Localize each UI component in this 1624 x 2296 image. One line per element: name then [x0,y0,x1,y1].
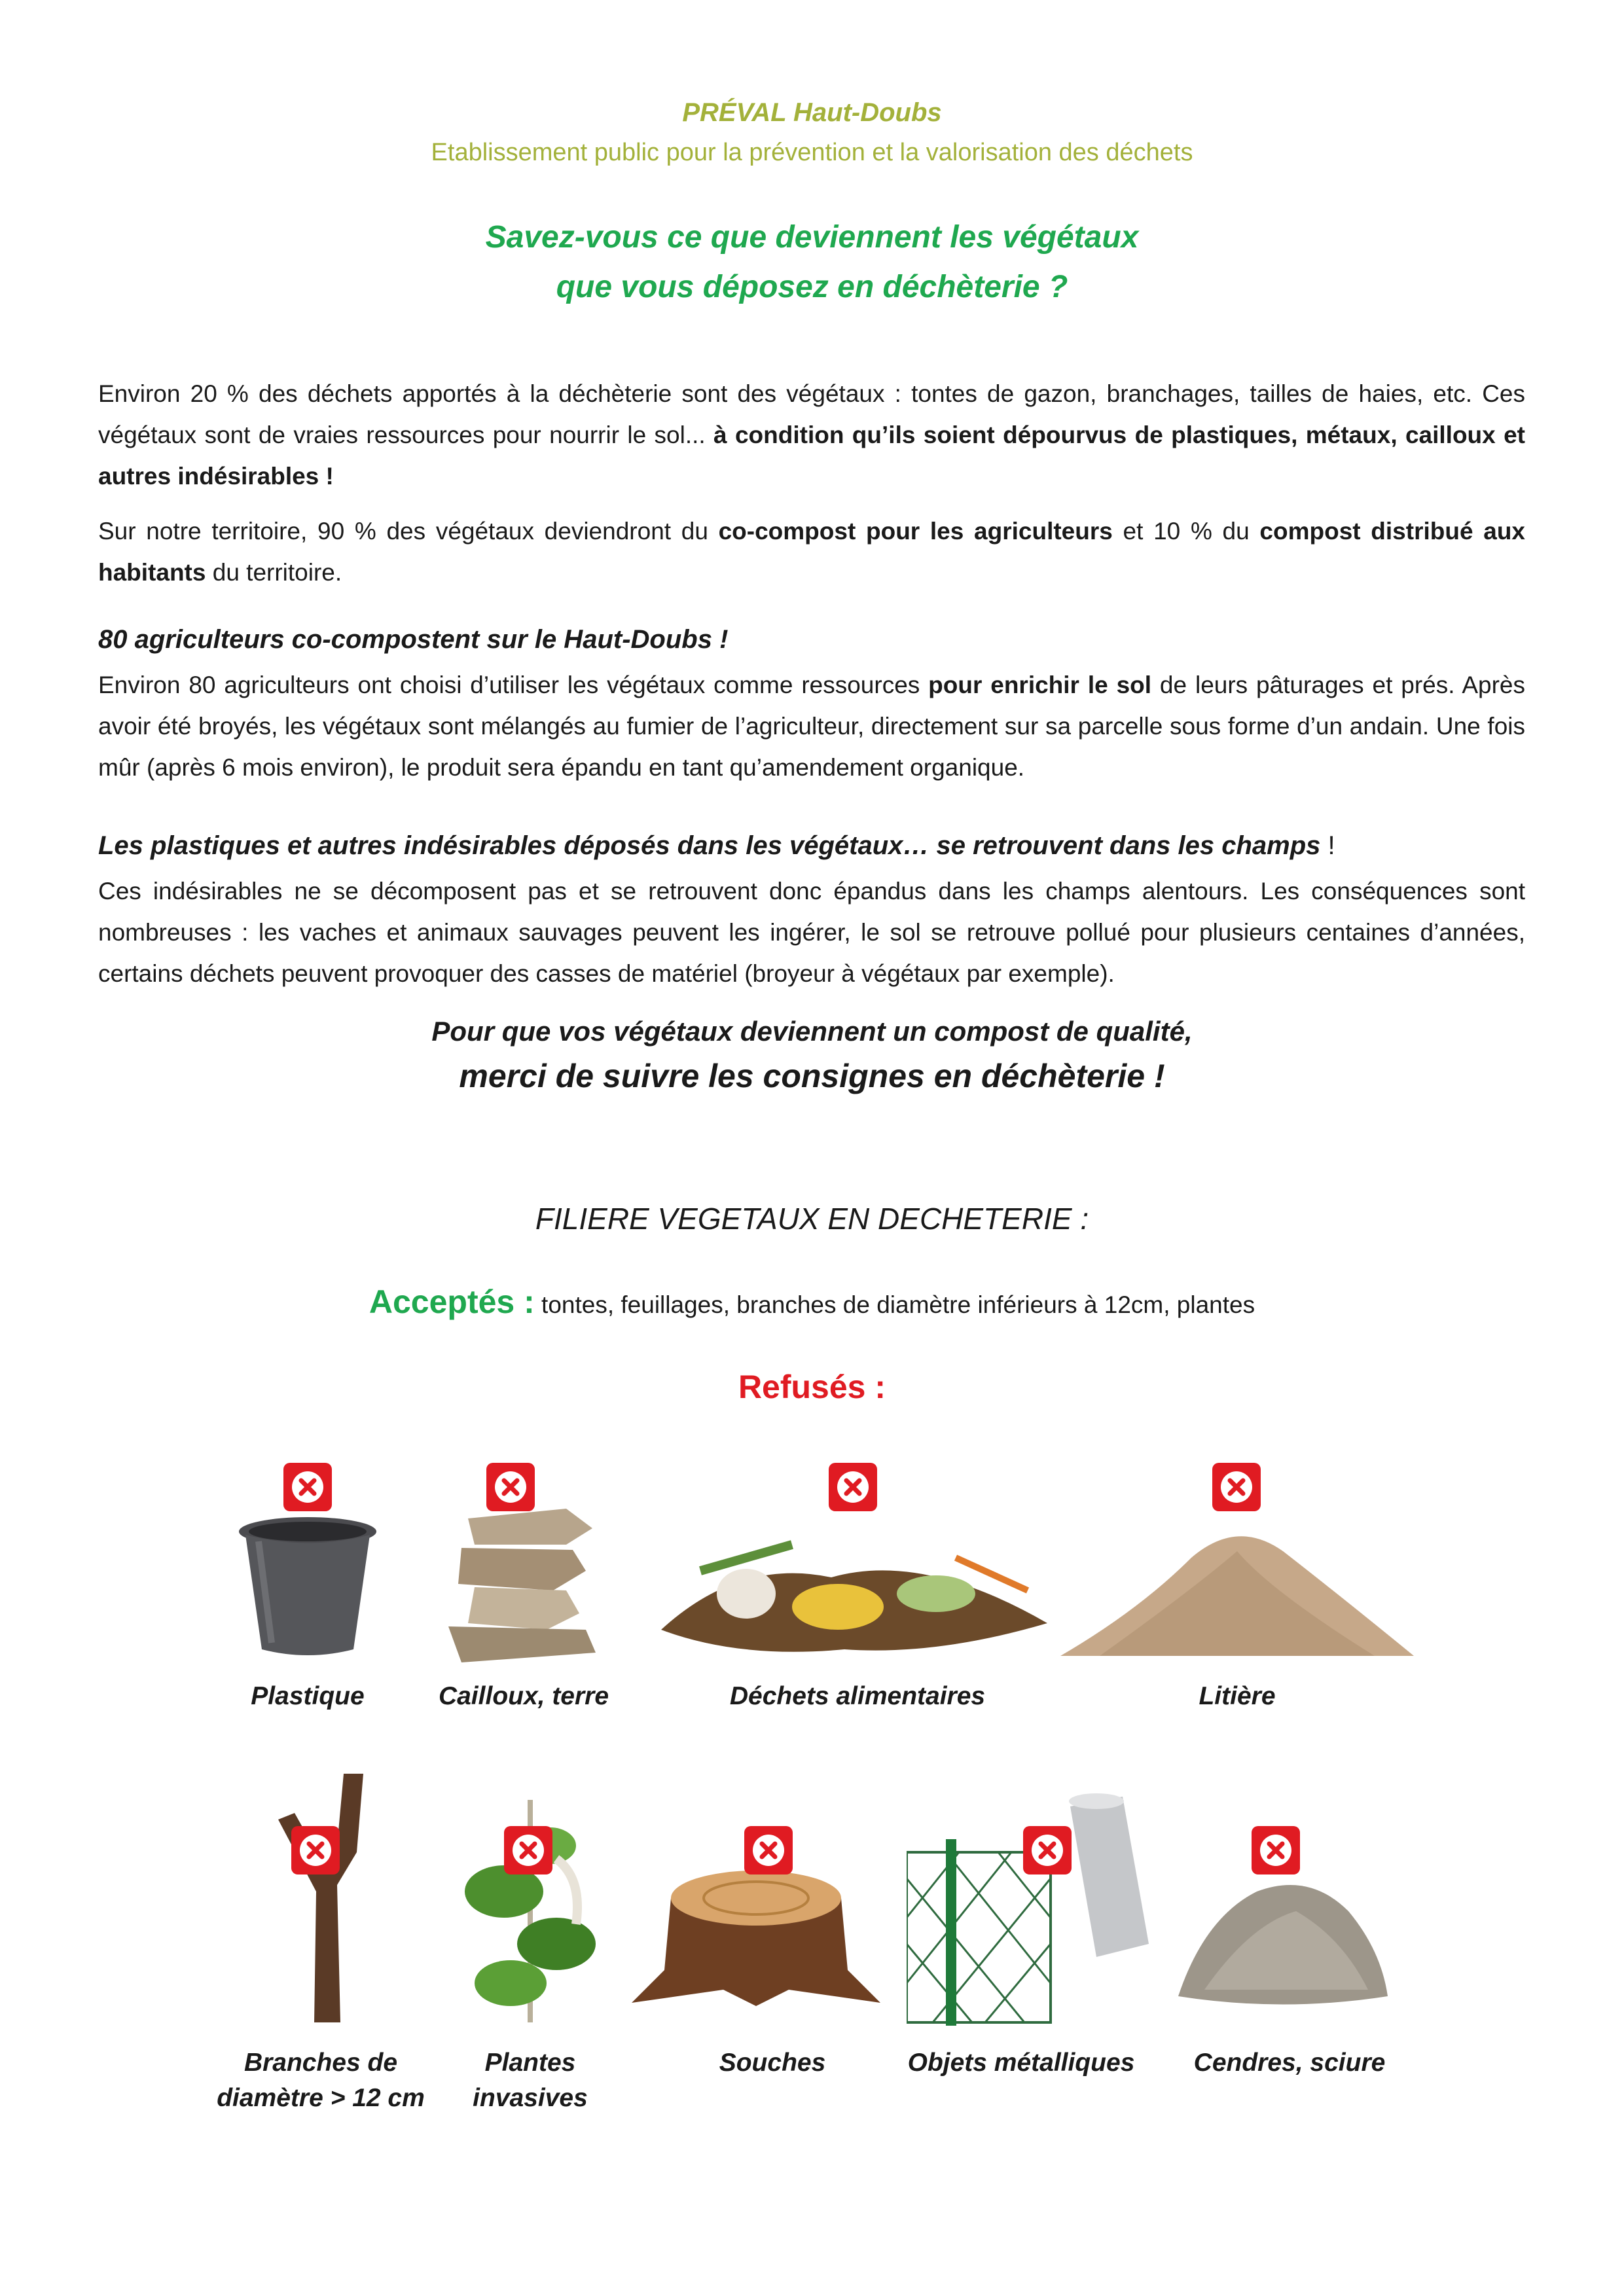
accepted-text: tontes, feuillages, branches de diamètre inférieurs à 12cm, plantes [534,1291,1255,1318]
accepted-line [0,1283,1624,1321]
intro-p1-text: Environ 20 % des déchets apportés à la déchèterie sont des végétaux : tontes de gazon, branchages, tailles de haies, etc. Ces végétaux sont de vraies ressources pour nourrir le sol... [98,380,1525,448]
caption-plastique: Plastique [251,1682,365,1710]
section1-text-b: de leurs pâturages et prés. Après avoir été broyés, les végétaux sont mélangés au fumier de l’agriculteur, directement sur sa parcelle sous forme d’un andain. Une fois mûr (après 6 mois environ), le produit sera épandu en tant qu’amendement organique. [98,672,1525,781]
branch-icon [265,1767,383,2029]
caption-cailloux: Cailloux, terre [438,1682,609,1710]
refused-x-icon [1212,1463,1261,1511]
refused-label: Refusés : [738,1369,886,1405]
intro-p1-bold: à condition qu’ils soient dépourvus de plastiques, métaux, cailloux et autres indésirables ! [98,422,1525,490]
section1-text-a: Environ 80 agriculteurs ont choisi d’utiliser les végétaux comme ressources [98,672,929,698]
refused-x-icon [291,1826,340,1874]
intro-paragraph-1 [98,373,1525,497]
caption-cendres: Cendres, sciure [1193,2049,1386,2077]
section1-bold: pour enrichir le sol [928,672,1152,698]
caption-alimentaires: Déchets alimentaires [729,1682,986,1710]
page-title [0,213,1624,312]
section2-heading-end: ! [1320,831,1335,860]
organization-name: PRÉVAL Haut-Doubs [682,98,942,127]
refused-x-icon [486,1463,535,1511]
intro-p2-text-c: du territoire. [206,559,342,586]
intro-p2-bold-a: co-compost pour les agriculteurs [718,518,1113,545]
page-title-line2: que vous déposez en déchèterie ? [556,270,1068,304]
refused-x-icon [1023,1826,1072,1874]
plastic-pot-icon [232,1512,383,1662]
caption-branches-line2: diamètre > 12 cm [217,2084,425,2112]
intro-p2-bold-b: compost distribué aux habitants [98,518,1526,586]
section2-heading-text: Les plastiques et autres indésirables déposés dans les végétaux… se retrouvent dans les champs [98,831,1321,860]
filiere-title: FILIERE VEGETAUX EN DECHETERIE : [535,1202,1089,1236]
intro-paragraph-2 [98,511,1525,593]
refused-x-icon [744,1826,793,1874]
refused-x-icon [829,1463,877,1511]
caption-litiere: Litière [1199,1682,1276,1710]
caption-branches-line1: Branches de [244,2049,398,2077]
refused-x-icon [504,1826,552,1874]
section-heading-agriculteurs: 80 agriculteurs co-compostent sur le Haut-Doubs ! [98,625,729,654]
tree-stump-icon [632,1859,880,2009]
intro-p2-text-b: et 10 % du [1112,518,1260,545]
caption-plantes-line1: Plantes [484,2049,576,2077]
page-title-line1: Savez-vous ce que deviennent les végétaux [485,220,1139,255]
ash-pile-icon [1178,1865,1388,2009]
section-body-agriculteurs [98,664,1525,788]
intro-p2-text-a: Sur notre territoire, 90 % des végétaux deviendront du [98,518,719,545]
refused-x-icon [283,1463,332,1511]
caption-plantes-line2: invasives [473,2084,588,2112]
refused-x-icon [1252,1826,1300,1874]
accepted-label: Acceptés : [369,1283,535,1320]
caption-branches [196,2045,445,2116]
caption-plantes [445,2045,615,2116]
section-heading-plastiques [98,831,1525,861]
stones-icon [435,1492,605,1669]
caption-metal: Objets métalliques [907,2049,1135,2077]
organization-subtitle: Etablissement public pour la prévention et la valorisation des déchets [431,139,1193,166]
section-body-plastiques: Ces indésirables ne se décomposent pas et se retrouvent donc épandus dans les champs alentours. Les conséquences sont nombreuses : les vaches et animaux sauvages peuvent les ingérer, le sol se retrouve pollué pour plusieurs centaines d’années, certains déchets peuvent provoquer des casses de matériel (broyeur à végétaux par exemple). [98,878,1525,987]
caption-souches: Souches [719,2049,826,2077]
cta-line-2: merci de suivre les consignes en déchèterie ! [459,1058,1165,1094]
cta-line-1: Pour que vos végétaux deviennent un compost de qualité, [431,1016,1193,1047]
litter-pile-icon [1060,1512,1414,1662]
food-waste-icon [661,1532,1047,1662]
